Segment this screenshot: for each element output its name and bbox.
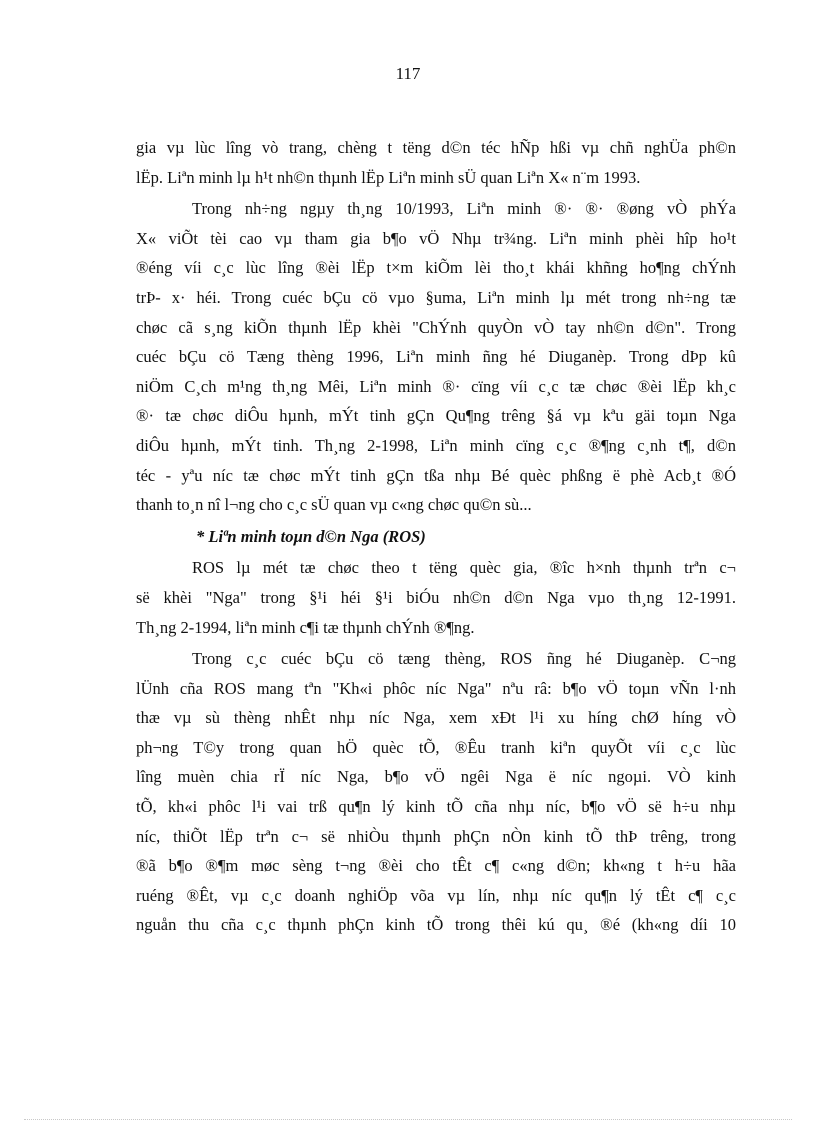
text-line: Trong nh÷ng ngµy th¸ng 10/1993, Liªn minh ®· ®· ®øng vÒ phÝa [192, 199, 736, 219]
text-line: lÜnh cña ROS mang tªn "Kh«i phôc níc Nga" nªu râ: b¶o vÖ toµn vÑn l·nh [136, 678, 736, 698]
text-line: Trong c¸c cuéc bÇu cö tæng thèng, ROS ñng hé Diuganèp. C¬ng [192, 649, 736, 669]
text-line: téc - yªu níc tæ chøc mÝt tinh gÇn tßa nhµ Bé quèc phßng ë phè Acb¸t ®Ó [136, 465, 736, 485]
text-line: tÕ, kh«i phôc l¹i vai trß qu¶n lý kinh tÕ cña nhµ níc, b¶o vÖ së h÷u nhµ [136, 797, 736, 817]
text-line: trÞ- x· héi. Trong cuéc bÇu cö vµo §uma, Liªn minh lµ mét trong nh÷ng tæ [136, 287, 736, 307]
text-line: chøc cã s¸ng kiÕn thµnh lËp khèi "ChÝnh quyÒn vÒ tay nh©n d©n". Trong [136, 317, 736, 337]
text-line: diÔu hµnh, mÝt tinh. Th¸ng 2-1998, Liªn minh cïng c¸c ®¶ng c¸nh t¶, d©n [136, 435, 736, 455]
text-line: cuéc bÇu cö Tæng thèng 1996, Liªn minh ñng hé Diuganèp. Trong dÞp kû [136, 347, 736, 367]
text-line: nguån thu cña c¸c thµnh phÇn kinh tÕ trong thêi kú qu¸ ®é (kh«ng díi 10 [136, 915, 736, 935]
paragraph-october-1993 [136, 194, 736, 520]
text-line: ®ã b¶o ®¶m møc sèng t¬ng ®èi cho tÊt c¶ c«ng d©n; kh«ng t h÷u hãa [136, 856, 736, 876]
text-line: thanh to¸n nî l¬ng cho c¸c sÜ quan vµ c«ng chøc qu©n sù... [136, 495, 532, 515]
page-bottom-divider [24, 1119, 792, 1120]
text-line: ph¬ng T©y trong quan hÖ quèc tÕ, ®Êu tranh kiªn quyÕt víi c¸c lùc [136, 737, 736, 757]
text-line: së khèi "Nga" trong §¹i héi §¹i biÓu nh©n d©n Nga vµo th¸ng 12-1991. [136, 587, 736, 607]
paragraph-ros-origin [136, 553, 736, 642]
text-line: níc, thiÕt lËp trªn c¬ së nhiÒu thµnh phÇn nÒn kinh tÕ thÞ trêng, trong [136, 826, 736, 846]
text-line: gia vµ lùc lîng vò trang, chèng t tëng d©n téc hÑp hßi vµ chñ nghÜa ph©n [136, 138, 736, 157]
text-line: lËp. Liªn minh lµ h¹t nh©n thµnh lËp Liªn minh sÜ quan Liªn X« n¨m 1993. [136, 167, 641, 187]
text-line: Th¸ng 2-1994, liªn minh c¶i tæ thµnh chÝnh ®¶ng. [136, 617, 475, 637]
text-line: ®· tæ chøc diÔu hµnh, mÝt tinh gÇn Qu¶ng trêng §á vµ kªu gäi toµn Nga [136, 406, 736, 426]
text-line: lîng muèn chia rÏ níc Nga, b¶o vÖ ngêi Nga ë níc ngoµi. VÒ kinh [136, 767, 736, 787]
text-line: ®éng víi c¸c lùc lîng ®èi lËp t×m kiÕm lèi tho¸t khái khñng ho¶ng chÝnh [136, 258, 736, 278]
section-heading-ros [136, 522, 736, 552]
paragraph-ros-program [136, 644, 736, 940]
text-line: X« viÕt tèi cao vµ tham gia b¶o vÖ Nhµ tr¾ng. Liªn minh phèi hîp ho¹t [136, 228, 736, 248]
text-line: ROS lµ mét tæ chøc theo t tëng quèc gia, ®îc h×nh thµnh trªn c¬ [192, 558, 736, 578]
section-heading: * Liªn minh toµn d©n Nga (ROS) [196, 526, 426, 546]
text-line: ruéng ®Êt, vµ c¸c doanh nghiÖp võa vµ lín, nhµ níc qu¶n lý tÊt c¶ c¸c [136, 885, 736, 905]
page-number: 117 [395, 64, 421, 83]
document-body [136, 133, 736, 942]
paragraph-intro-continued [136, 133, 736, 192]
text-line: niÖm C¸ch m¹ng th¸ng Mêi, Liªn minh ®· cïng víi c¸c tæ chøc ®èi lËp kh¸c [136, 376, 736, 396]
text-line: thæ vµ sù thèng nhÊt nhµ níc Nga, xem xÐt l¹i xu híng chØ híng vÒ [136, 708, 736, 728]
